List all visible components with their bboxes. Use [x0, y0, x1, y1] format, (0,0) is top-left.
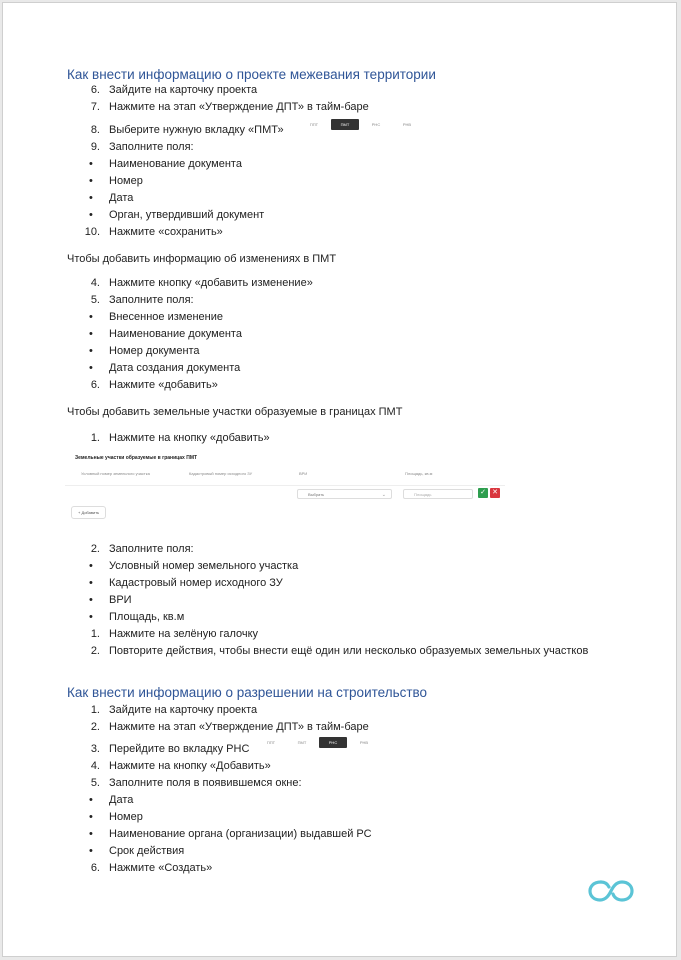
bullet-text: Внесенное изменение [109, 311, 223, 323]
step-text: Нажмите на этап «Утверждение ДПТ» в тайм-баре [109, 721, 369, 733]
tab-ppt[interactable]: ППТ [266, 740, 276, 745]
bullet-icon: • [89, 158, 93, 170]
bullet-icon: • [89, 175, 93, 187]
document-page [2, 2, 677, 957]
add-button[interactable]: + Добавить [71, 506, 106, 519]
section-heading-pmt: Как внести информацию о проекте межевания территории [67, 67, 436, 82]
bullet-icon: • [89, 209, 93, 221]
paragraph: Чтобы добавить информацию об изменениях в ПМТ [67, 253, 337, 265]
bullet-text: Орган, утвердивший документ [109, 209, 265, 221]
step-text: Заполните поля: [109, 141, 194, 153]
bullet-icon: • [89, 828, 93, 840]
step-number: 2. [90, 543, 100, 555]
step-text: Заполните поля: [109, 543, 194, 555]
bullet-text: Номер [109, 175, 143, 187]
step-text: Выберите нужную вкладку «ПМТ» [109, 124, 284, 136]
form-title: Земельные участки образуемые в границах ПМТ [75, 455, 198, 461]
bullet-icon: • [89, 794, 93, 806]
tab-rns[interactable]: РНС [371, 122, 381, 127]
step-number: 1. [90, 628, 100, 640]
step-text: Нажмите «сохранить» [109, 226, 223, 238]
bullet-icon: • [89, 311, 93, 323]
step-number: 2. [90, 645, 100, 657]
plots-form-screenshot [65, 451, 505, 521]
column-header: Площадь, кв.м [405, 471, 433, 476]
step-text: Нажмите кнопку «добавить изменение» [109, 277, 313, 289]
bullet-text: Срок действия [109, 845, 185, 857]
step-number: 1. [90, 704, 100, 716]
step-number: 7. [90, 101, 100, 113]
bullet-text: Наименование документа [109, 328, 242, 340]
section-heading-rns: Как внести информацию о разрешении на строительство [67, 685, 428, 700]
select-placeholder: Выбрать [308, 492, 325, 497]
tab-rnv[interactable]: РНВ [402, 122, 412, 127]
bullet-text: Номер документа [109, 345, 200, 357]
infinity-logo-icon [587, 877, 635, 905]
area-input[interactable]: Площадь [403, 489, 473, 499]
step-number: 5. [90, 294, 100, 306]
bullet-icon: • [89, 362, 93, 374]
bullet-text: Дата создания документа [109, 362, 241, 374]
bullet-icon: • [89, 811, 93, 823]
cancel-x-icon[interactable]: ✕ [490, 488, 500, 498]
step-number: 4. [90, 277, 100, 289]
bullet-icon: • [89, 560, 93, 572]
stage-tabs [257, 737, 378, 748]
step-text: Нажмите на зелёную галочку [109, 628, 259, 640]
tab-rnv[interactable]: РНВ [359, 740, 369, 745]
bullet-icon: • [89, 594, 93, 606]
step-number: 1. [90, 432, 100, 444]
step-text: Заполните поля в появившемся окне: [109, 777, 302, 789]
bullet-text: Дата [109, 794, 134, 806]
form-header-row [65, 465, 505, 486]
step-number: 8. [90, 124, 100, 136]
bullet-text: Площадь, кв.м [109, 611, 185, 623]
column-header: Условный номер земельного участка [81, 471, 150, 476]
bullet-text: Наименование органа (организации) выдавшей РС [109, 828, 372, 840]
bullet-text: Номер [109, 811, 143, 823]
step-text: Нажмите на кнопку «добавить» [109, 432, 270, 444]
bullet-text: Дата [109, 192, 134, 204]
bullet-text: Наименование документа [109, 158, 242, 170]
step-number: 6. [90, 84, 100, 96]
step-text: Нажмите «Создать» [109, 862, 213, 874]
stage-tabs [300, 119, 421, 130]
step-number: 10. [84, 226, 100, 238]
paragraph: Чтобы добавить земельные участки образуемые в границах ПМТ [67, 406, 403, 418]
column-header: ВРИ [299, 471, 308, 476]
bullet-text: Кадастровый номер исходного ЗУ [109, 577, 283, 589]
step-text: Перейдите во вкладку РНС [109, 743, 250, 755]
vri-select[interactable] [297, 489, 392, 499]
bullet-icon: • [89, 845, 93, 857]
step-number: 2. [90, 721, 100, 733]
bullet-text: Условный номер земельного участка [109, 560, 299, 572]
step-text: Заполните поля: [109, 294, 194, 306]
step-text: Нажмите на этап «Утверждение ДПТ» в тайм-баре [109, 101, 369, 113]
bullet-icon: • [89, 345, 93, 357]
chevron-down-icon: ⌄ [381, 492, 386, 498]
bullet-icon: • [89, 192, 93, 204]
step-number: 5. [90, 777, 100, 789]
tab-rns[interactable]: РНС [319, 737, 347, 748]
step-text: Нажмите «добавить» [109, 379, 218, 391]
tab-pmt[interactable]: ПМТ [331, 119, 359, 130]
step-number: 6. [90, 379, 100, 391]
step-number: 3. [90, 743, 100, 755]
step-text: Зайдите на карточку проекта [109, 84, 258, 96]
column-header: Кадастровый номер исходного ЗУ [189, 471, 253, 476]
step-number: 9. [90, 141, 100, 153]
bullet-icon: • [89, 328, 93, 340]
step-text: Нажмите на кнопку «Добавить» [109, 760, 271, 772]
bullet-icon: • [89, 577, 93, 589]
step-text: Зайдите на карточку проекта [109, 704, 258, 716]
step-number: 4. [90, 760, 100, 772]
step-number: 6. [90, 862, 100, 874]
step-text: Повторите действия, чтобы внести ещё один или несколько образуемых земельных участков [109, 645, 589, 657]
tab-pmt[interactable]: ПМТ [297, 740, 307, 745]
bullet-text: ВРИ [109, 594, 132, 606]
tab-ppt[interactable]: ППТ [309, 122, 319, 127]
bullet-icon: • [89, 611, 93, 623]
confirm-check-icon[interactable]: ✓ [478, 488, 488, 498]
